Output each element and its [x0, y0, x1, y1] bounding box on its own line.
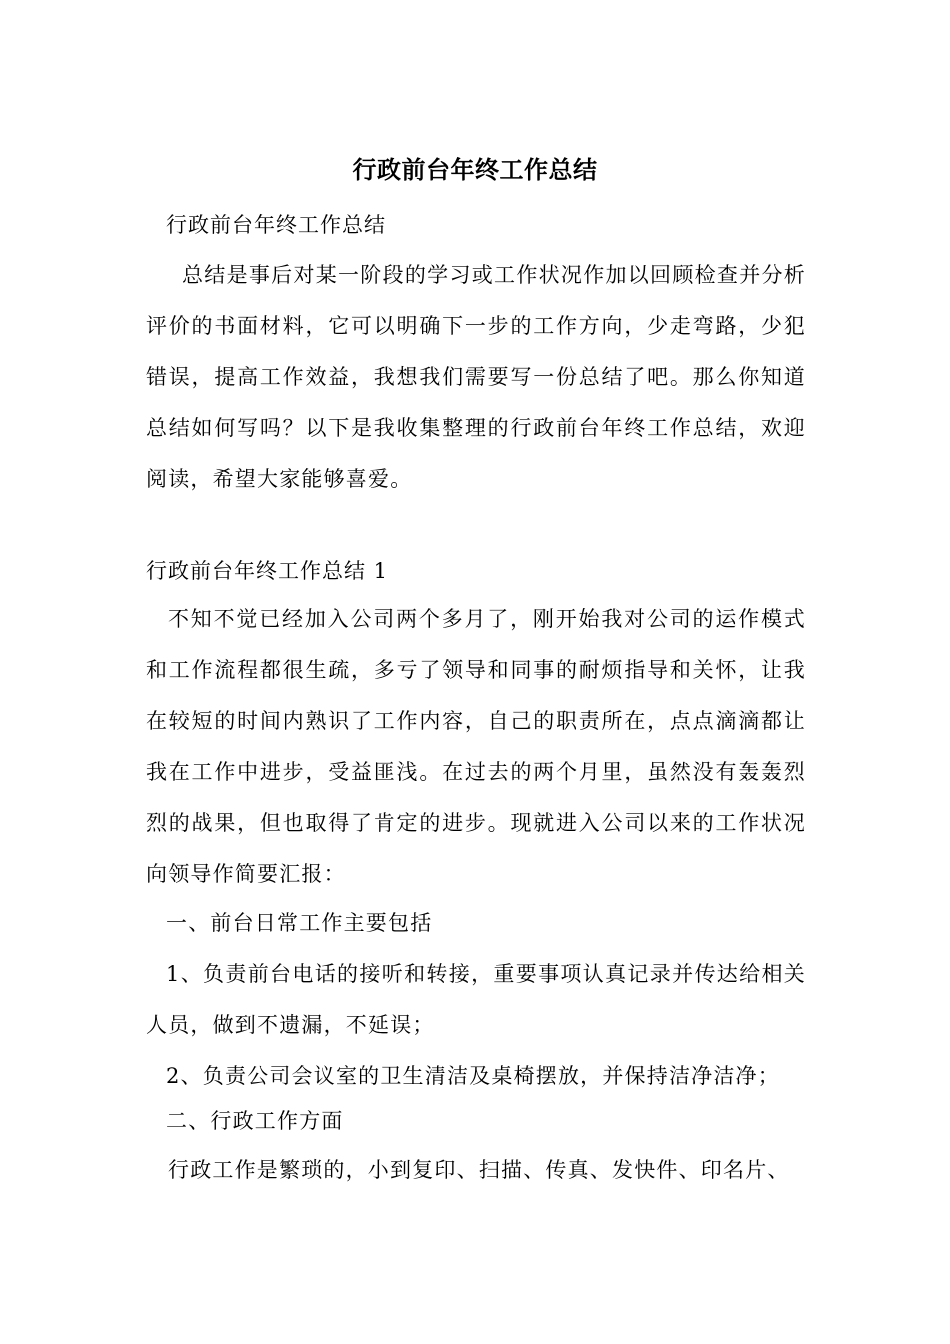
section-heading: 行政前台年终工作总结 1 — [146, 559, 389, 583]
document-subtitle: 行政前台年终工作总结 — [166, 213, 386, 237]
intro-paragraph: 总结是事后对某一阶段的学习或工作状况作加以回顾检查并分析评价的书面材料，它可以明确下一步的工作方向，少走弯路，少犯错误，提高工作效益，我想我们需要写一份总结了吧。那么你知道总结如何写吗？以下是我收集整理的行政前台年终工作总结，欢迎阅读，希望大家能够喜爱。 — [146, 263, 806, 491]
list-item-meeting-room: 2、负责公司会议室的卫生清洁及桌椅摆放，并保持洁净洁净； — [166, 1064, 780, 1088]
list-item-phone: 1、负责前台电话的接听和转接，重要事项认真记录并传达给相关人员，做到不遗漏，不延误； — [146, 962, 806, 1037]
document-title: 行政前台年终工作总结 — [352, 155, 598, 184]
list-heading-daily-work: 一、前台日常工作主要包括 — [166, 911, 433, 935]
list-heading-admin-work: 二、行政工作方面 — [166, 1109, 344, 1133]
list-item-admin-tasks: 行政工作是繁琐的，小到复印、扫描、传真、发快件、印名片、 — [168, 1158, 790, 1182]
section-paragraph: 不知不觉已经加入公司两个多月了，刚开始我对公司的运作模式和工作流程都很生疏，多亏了领导和同事的耐烦指导和关怀，让我在较短的时间内熟识了工作内容，自己的职责所在，点点滴滴都让我在工作中进步，受益匪浅。在过去的两个月里，虽然没有轰轰烈烈的战果，但也取得了肯定的进步。现就进入公司以来的工作状况向领导作简要汇报： — [146, 607, 806, 886]
